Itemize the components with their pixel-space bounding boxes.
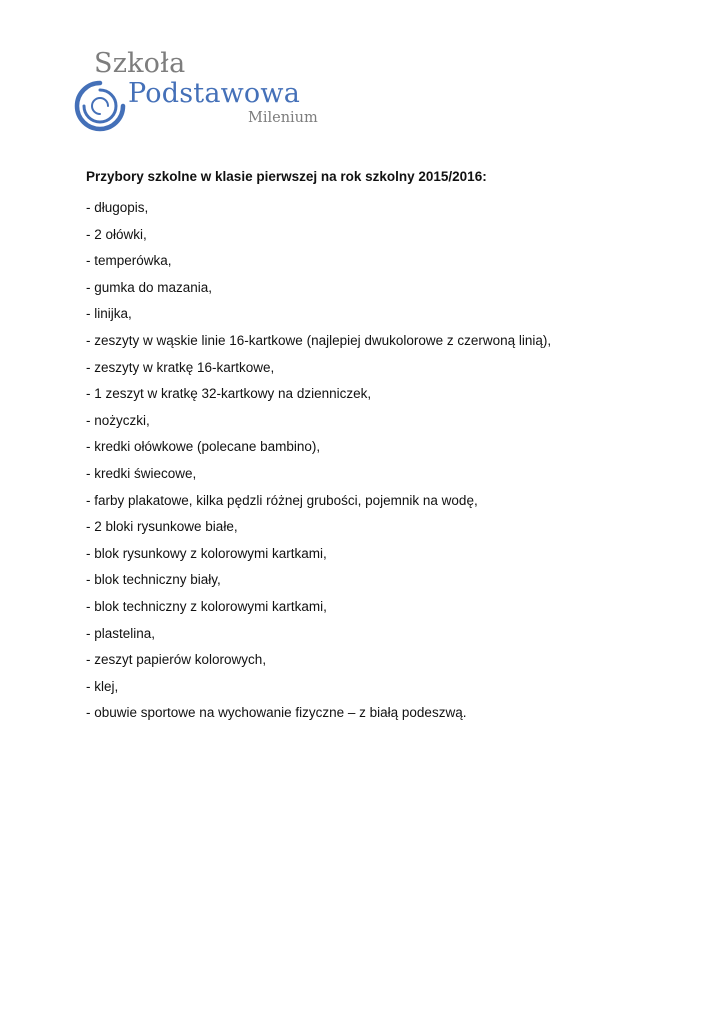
- list-item: - kredki ołówkowe (polecane bambino),: [86, 439, 321, 455]
- list-item: - temperówka,: [86, 253, 172, 269]
- list-item: - 1 zeszyt w kratkę 32-kartkowy na dzienniczek,: [86, 386, 372, 402]
- list-item: - nożyczki,: [86, 412, 150, 428]
- list-item: - obuwie sportowe na wychowanie fizyczne – z białą podeszwą.: [86, 705, 467, 721]
- list-item: - blok techniczny biały,: [86, 572, 221, 588]
- list-item: - blok techniczny z kolorowymi kartkami,: [86, 598, 327, 614]
- logo-text-podstawowa: Podstawowa: [128, 78, 300, 109]
- list-item: - zeszyt papierów kolorowych,: [86, 652, 267, 668]
- list-item: - farby plakatowe, kilka pędzli różnej grubości, pojemnik na wodę,: [86, 492, 478, 508]
- list-item: - kredki świecowe,: [86, 465, 197, 481]
- list-item: - 2 bloki rysunkowe białe,: [86, 519, 238, 535]
- list-item: - klej,: [86, 678, 119, 694]
- list-item: - zeszyty w wąskie linie 16-kartkowe (najlepiej dwukolorowe z czerwoną linią),: [86, 332, 552, 348]
- list-item: - zeszyty w kratkę 16-kartkowe,: [86, 359, 275, 375]
- logo-text-milenium: Milenium: [248, 110, 318, 126]
- list-item: - 2 ołówki,: [86, 226, 147, 242]
- school-logo: [72, 48, 332, 138]
- logo-text-szkola: Szkoła: [94, 48, 186, 79]
- document-body: [86, 168, 686, 731]
- circular-swirl-icon: [72, 78, 128, 134]
- list-item: - gumka do mazania,: [86, 279, 213, 295]
- list-item: - linijka,: [86, 306, 132, 322]
- list-item: - blok rysunkowy z kolorowymi kartkami,: [86, 545, 327, 561]
- list-item: - długopis,: [86, 200, 149, 215]
- list-item: - plastelina,: [86, 625, 156, 641]
- supplies-list: [86, 199, 686, 731]
- document-title: Przybory szkolne w klasie pierwszej na rok szkolny 2015/2016:: [86, 169, 487, 184]
